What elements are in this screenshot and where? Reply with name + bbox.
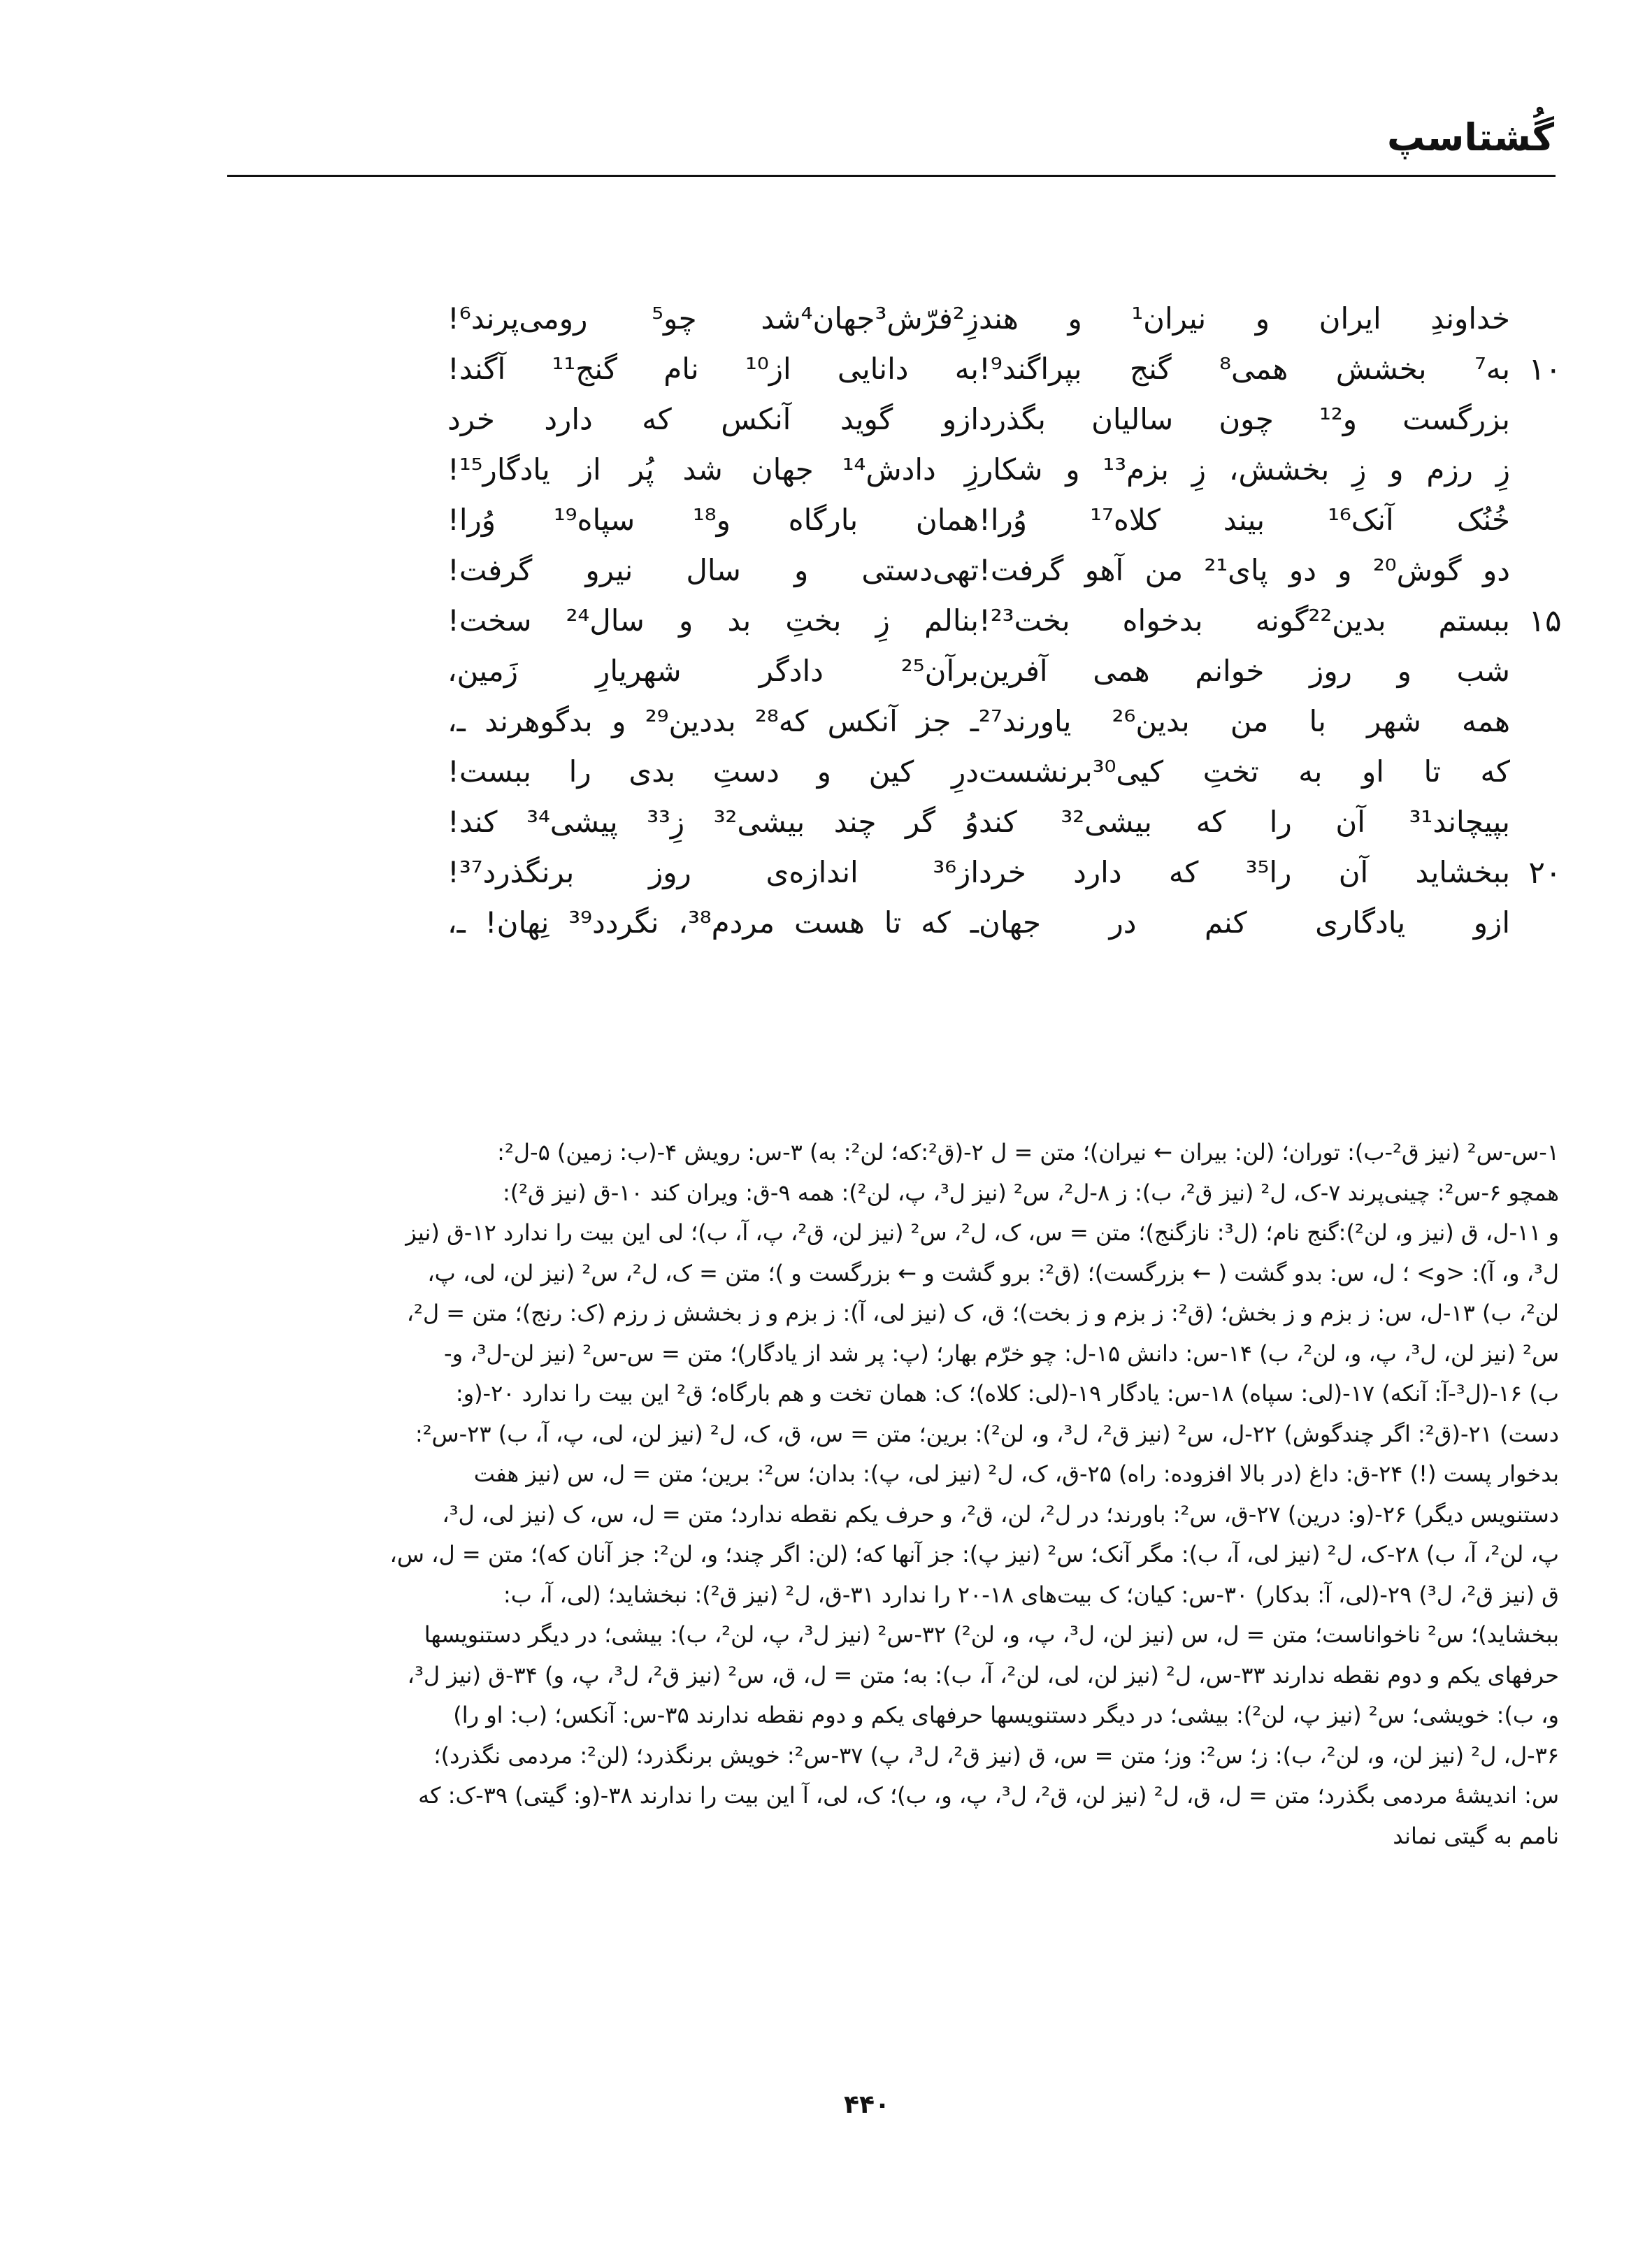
verse-row [322, 596, 1562, 646]
hemistich-right: خُنُک آنک¹⁶ بیند کلاه¹⁷ وُرا! [979, 503, 1510, 537]
footnote-line: همچو ۶-س²: چینی‌پرند ۷-ک، ل² (نیز ق²، ب): ز ۸-ل²، س² (نیز ل³، پ، لن²): همه ۹-ق: ویران کند ۱۰-ق (نیز ق²): [502, 1179, 1559, 1206]
hemistich-left: درِ کین و دستِ بدی را ببست! [447, 754, 979, 789]
footnote-line: دستنویس دیگر) ۲۶-(و: درین) ۲۷-ق، س²: باورند؛ در ل²، لن، ق²، و حرف یکم نقطه ندارد؛ متن = ل، س، ک (نیز لی، ل³، [442, 1500, 1559, 1528]
verse-number: ۱۰ [1528, 351, 1562, 387]
hemistich-right: که تا او به تختِ کیی³⁰برنشست [979, 754, 1510, 789]
hemistich-left: وُ گر چند بیشی³² زِ³³ پیشی³⁴ کند! [447, 805, 979, 839]
hemistich-right: ببستم بدین²²گونه بدخواه بخت²³! [979, 603, 1510, 638]
footnote-line: نامم به گیتی نماند [1393, 1822, 1559, 1849]
header-rule [227, 175, 1556, 177]
footnote-line: پ، لن²، آ، ب) ۲۸-ک، ل² (نیز لی، آ، ب): مگر آنک؛ س² (نیز پ): جز آنها که؛ (لن: اگر چند؛ و، لن²: جز آنان که)؛ متن = ل، س، [389, 1541, 1559, 1567]
verse-row [322, 344, 1562, 394]
hemistich-left: زِ دادش¹⁴ جهان شد پُر از یادگار¹⁵! [447, 452, 979, 487]
footnote-line: س: اندیشهٔ مردمی بگذرد؛ متن = ل، ق، ل² (نیز لن، ق²، ل³، پ، و، ب)؛ ک، لی، آ این بیت را ندارند ۳۸-(و: گیتی) ۳۹-ک: که [418, 1782, 1559, 1809]
chapter-title: گُشتاسپ [1387, 115, 1554, 159]
hemistich-right: ازو یادگاری کنم در جهان [979, 905, 1510, 940]
verse-row [322, 394, 1510, 445]
footnote-line: و، ب): خویشی؛ س² (نیز پ، لن²): بیشی؛ در دیگر دستنویسها حرفهای یکم و دوم نقطه ندارند ۳۵-س: آنکس؛ (ب: او را) [453, 1702, 1559, 1728]
verse-row [322, 445, 1510, 495]
verse-row [322, 294, 1510, 344]
footnote-line: ب) ۱۶-(ل³-آ: آنکه) ۱۷-(لی: سپاه) ۱۸-س: یادگار ۱۹-(لی: کلاه)؛ ک: همان تخت و هم بارگاه؛ ق² این بیت را ندارد ۲۰-(و: [455, 1380, 1559, 1407]
verse-row [322, 847, 1562, 898]
hemistich-left: همان بارگاه و¹⁸ سپاه¹⁹ وُرا! [447, 503, 979, 537]
verse-number: ۲۰ [1528, 854, 1562, 891]
footnote-line: دست) ۲۱-(ق²: اگر چندگوش) ۲۲-ل، س² (نیز ق²، ل³، و، لن²): برین؛ متن = س، ق، ک، ل² (نیز لن، لی، پ، آ، ب) ۲۳-س²: [415, 1420, 1559, 1447]
hemistich-left: ـ که تا هست مردم³⁸، نگردد³⁹ نِهان! ـ، [447, 905, 979, 940]
footnote-line: حرفهای یکم و دوم نقطه ندارند ۳۳-س، ل² (نیز لن، لی، لن²، آ، ب): به؛ متن = ل، ق، س² (نیز ق²، ل³، پ، و) ۳۴-ق (نیز ل³، [407, 1661, 1559, 1688]
footnote-line: لن²، ب) ۱۳-ل، س: ز بزم و ز بخش؛ (ق²: ز بزم و ز بخت)؛ ق، ک (نیز لی، آ): ز بزم و ز بخشش ز رزم (ک: رنج)؛ متن = ل²، [406, 1300, 1559, 1326]
footnote-line: و ۱۱-ل، ق (نیز و، لن²):گنج نام؛ (ل³: نازگنج)؛ متن = س، ک، ل²، س² (نیز لن، ق²، پ، آ، ب)؛ لی این بیت را ندارد ۱۲-ق (نیز [405, 1219, 1559, 1246]
hemistich-right: بزرگست و¹² چون سالیان بگذرد [979, 402, 1510, 436]
hemistich-right: زِ رزم و زِ بخشش، زِ بزم¹³ و شکار [979, 452, 1510, 487]
page-number: ۴۴۰ [844, 2090, 890, 2119]
hemistich-left: تهی‌دستی و سال نیرو گرفت! [447, 553, 979, 587]
footnote-line: س² (نیز لن، ل³، پ، و، لن²، ب) ۱۴-س: دانش ۱۵-ل: چو خرّم بهار؛ (پ: پر شد از یادگار)؛ متن = س-س² (نیز لن-ل³، و- [444, 1340, 1559, 1367]
footnote-line: بدخوار پست (!) ۲۴-ق: داغ (در بالا افزوده: راه) ۲۵-ق، ک، ل² (نیز لی، پ): بدان؛ س²: برین؛ متن = ل، س (نیز هفت [473, 1460, 1559, 1487]
verse-row [322, 545, 1510, 596]
hemistich-left: از³⁶ اندازه‌ی روز برنگذرد³⁷! [447, 855, 979, 889]
hemistich-left: برآن²⁵ دادگر شهریارِ زَمین، [447, 654, 979, 688]
hemistich-right: شب و روز خوانم همی آفرین [979, 654, 1510, 688]
hemistich-left: به دانایی از¹⁰ نام گنج¹¹ آگند! [447, 352, 979, 386]
hemistich-right: خداوندِ ایران و نیران¹ و هند [979, 301, 1510, 336]
verse-row [322, 495, 1510, 545]
footnote-line: ل³، و، آ): <و> ؛ ل، س: بدو گشت ( ← بزرگست)؛ (ق²: برو گشت و ← بزرگست و )؛ متن = ک، ل²، س² (نیز لن، لی، پ، [427, 1259, 1559, 1286]
hemistich-left: ـ جز آنکس که²⁸ بددین²⁹ و بدگوهرند ـ، [447, 704, 979, 738]
footnote-line: ۱-س-س² (نیز ق²-ب): توران؛ (لن: بیران ← نیران)؛ متن = ل ۲-(ق²:که؛ لن²: به) ۳-س: رویش ۴-(ب: زمین) ۵-ل²: [497, 1139, 1559, 1165]
hemistich-right: همه شهر با من بدین²⁶ یاورند²⁷ [979, 704, 1510, 738]
footnote-line: ۳۶-ل، ل² (نیز لن، و، لن²، ب): ز؛ س²: وز؛ متن = س، ق (نیز ق²، ل³، پ) ۳۷-س²: خویش برنگذرد؛ (لن²: مردمی نگذرد)؛ [433, 1742, 1559, 1769]
hemistich-left: بنالم زِ بختِ بد و سال²⁴ سخت! [447, 603, 979, 638]
hemistich-right: به⁷ بخشش همی⁸ گنج بپراگند⁹! [979, 352, 1511, 386]
verse-row [322, 747, 1510, 797]
verse-row [322, 797, 1510, 847]
footnote-line: ببخشاید)؛ س² ناخواناست؛ متن = ل، س (نیز لن، ل³، پ، و، لن²) ۳۲-س² (نیز ل³، پ، لن²، ب): بیشی؛ در دیگر دستنویسها [424, 1621, 1559, 1648]
verse-number: ۱۵ [1528, 603, 1562, 639]
verse-row [322, 898, 1510, 948]
poem-block [322, 294, 1562, 948]
hemistich-right: دو گوش²⁰ و دو پای²¹ من آهو گرفت! [979, 553, 1510, 587]
hemistich-right: بپیچاند³¹ آن را که بیشی³² کند [979, 805, 1510, 839]
verse-row [322, 696, 1510, 747]
footnote-line: ق (نیز ق²، ل³) ۲۹-(لی، آ: بدکار) ۳۰-س: کیان؛ ک بیت‌های ۱۸-۲۰ را ندارد ۳۱-ق، ل² (نیز ق²): نبخشاید؛ (لی، آ، ب: [503, 1581, 1559, 1608]
hemistich-right: ببخشاید آن را³⁵ که دارد خرد [979, 855, 1511, 889]
hemistich-left: زِ²فرّش³جهان⁴شد چو⁵ رومی‌پرند⁶! [447, 301, 979, 336]
footnotes-block [224, 1133, 1559, 1856]
hemistich-left: ازو گوید آنکس که دارد خرد [447, 402, 979, 436]
verse-row [322, 646, 1510, 696]
